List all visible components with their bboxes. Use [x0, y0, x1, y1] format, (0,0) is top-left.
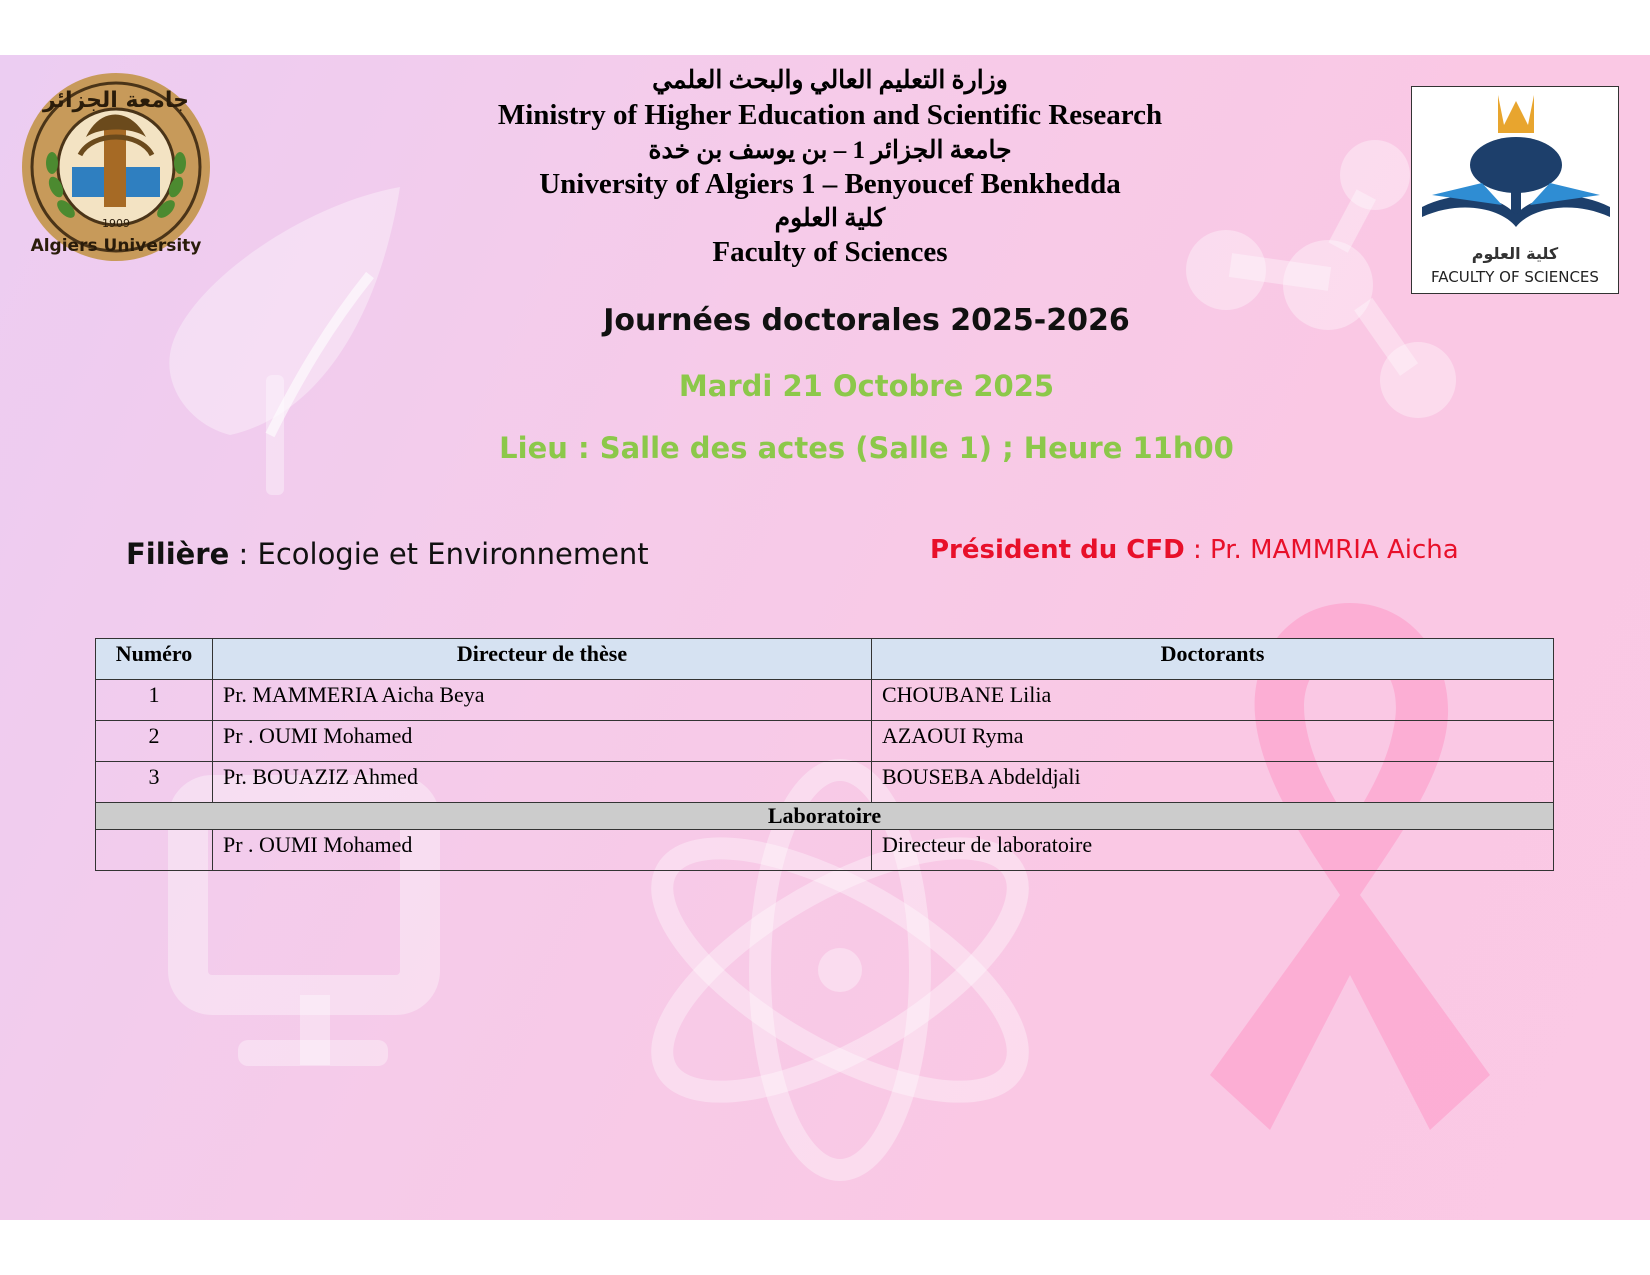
table-row	[96, 680, 1554, 721]
table-row	[96, 830, 1554, 871]
university-arabic: جامعة الجزائر 1 – بن يوسف بن خدة	[648, 137, 1012, 164]
filiere-value: Ecologie et Environnement	[257, 537, 649, 571]
doctorants-table	[95, 638, 1554, 871]
laboratoire-section-row	[96, 803, 1554, 830]
faculty-logo-english-label: FACULTY OF SCIENCES	[1431, 268, 1599, 286]
ministry-english: Ministry of Higher Education and Scientific Research	[497, 99, 1163, 131]
filiere-line	[126, 537, 649, 571]
row-director: Pr. BOUAZIZ Ahmed	[213, 762, 872, 803]
row-student: AZAOUI Ryma	[872, 721, 1554, 762]
president-label: Président du CFD	[930, 535, 1185, 565]
row-number: 3	[96, 762, 213, 803]
seal-arabic-text: جامعة الجزائر	[43, 88, 189, 113]
row-student: BOUSEBA Abdeldjali	[872, 762, 1554, 803]
row-number: 2	[96, 721, 213, 762]
table-row	[96, 721, 1554, 762]
seal-english-text: Algiers University	[30, 236, 202, 256]
faculty-arabic: كلية العلوم	[774, 205, 886, 232]
lab-row-role: Directeur de laboratoire	[872, 830, 1554, 871]
row-student: CHOUBANE Lilia	[872, 680, 1554, 721]
document-sheet	[0, 55, 1650, 1220]
filiere-label: Filière	[126, 537, 230, 571]
laboratoire-section-label: Laboratoire	[96, 803, 1554, 830]
faculty-logo-arabic-label: كلية العلوم	[1471, 244, 1559, 263]
lab-row-number	[96, 830, 213, 871]
university-english: University of Algiers 1 – Benyoucef Benkhedda	[539, 168, 1121, 200]
column-header-doctorants: Doctorants	[872, 639, 1554, 680]
event-title: Journées doctorales 2025-2026	[603, 303, 1130, 338]
faculty-english: Faculty of Sciences	[712, 236, 948, 268]
column-header-directeur: Directeur de thèse	[213, 639, 872, 680]
lab-row-director: Pr . OUMI Mohamed	[213, 830, 872, 871]
filiere-separator: :	[229, 537, 258, 571]
row-director: Pr . OUMI Mohamed	[213, 721, 872, 762]
event-date: Mardi 21 Octobre 2025	[678, 369, 1055, 403]
row-director: Pr. MAMMERIA Aicha Beya	[213, 680, 872, 721]
seal-year: 1909	[102, 217, 130, 230]
president-line	[930, 535, 1459, 565]
president-separator: :	[1184, 535, 1211, 565]
table-row	[96, 762, 1554, 803]
president-value: Pr. MAMMRIA Aicha	[1210, 535, 1459, 565]
table-header-row	[96, 639, 1554, 680]
row-number: 1	[96, 680, 213, 721]
column-header-numero: Numéro	[96, 639, 213, 680]
event-place-time: Lieu : Salle des actes (Salle 1) ; Heure 11h00	[499, 431, 1234, 465]
ministry-arabic: وزارة التعليم العالي والبحث العلمي	[652, 67, 1008, 94]
